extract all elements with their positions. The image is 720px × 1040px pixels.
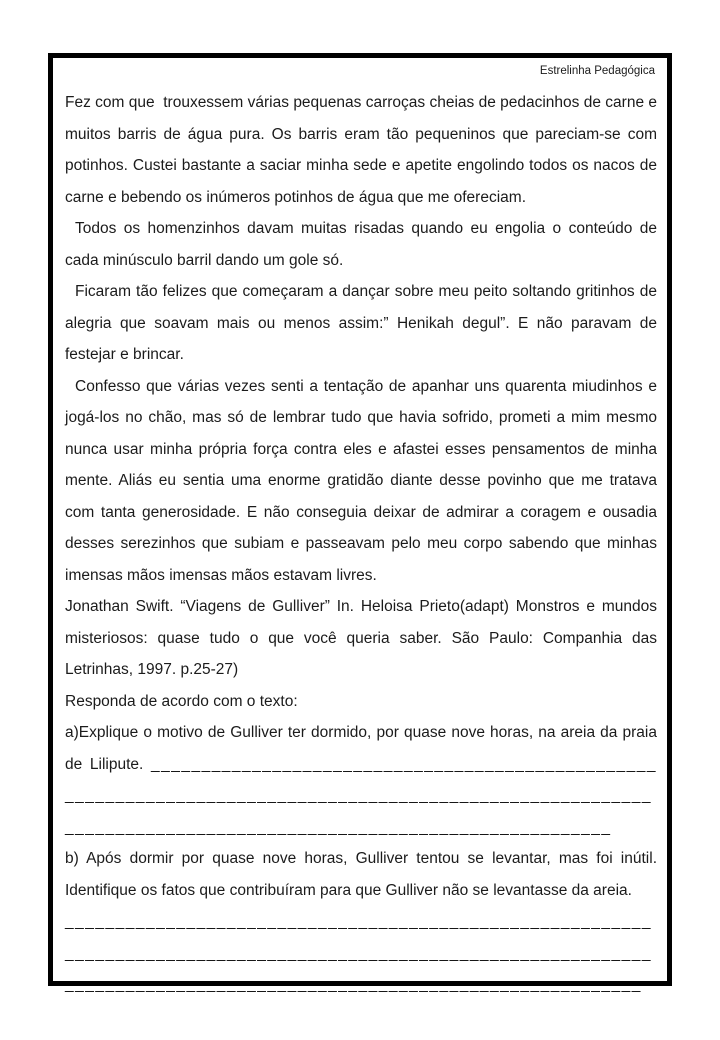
source-citation: Jonathan Swift. “Viagens de Gulliver” In. Heloisa Prieto(adapt) Monstros e mundos misteriosos: quase tudo o que você queria saber. São Paulo: Companhia das Letrinhas, 1997. p.25-27)	[65, 598, 662, 678]
questions-instruction: Responda de acordo com o texto:	[65, 692, 298, 710]
passage-paragraph-3: Ficaram tão felizes que começaram a dançar sobre meu peito soltando gritinhos de alegria que soavam mais ou menos assim:” Henikah degul”. E não paravam de festejar e brincar.	[65, 283, 662, 363]
question-a-prompt: a)Explique o motivo de Gulliver ter dormido, por quase nove horas, na areia da praia de Lilipute.	[65, 724, 657, 773]
question-a	[65, 717, 657, 843]
questions-section	[65, 686, 657, 1001]
question-a-answer-blank[interactable]: __________________________________________________________________________________________________________________________________________________________________	[65, 755, 657, 836]
passage-paragraph-2: Todos os homenzinhos davam muitas risadas quando eu engolia o conteúdo de cada minúsculo barril dando um gole só.	[65, 220, 662, 269]
question-b	[65, 843, 657, 906]
brand-header: Estrelinha Pedagógica	[539, 65, 655, 77]
reading-passage	[65, 87, 662, 686]
page-border-frame	[48, 53, 672, 993]
passage-paragraph-4: Confesso que várias vezes senti a tentação de apanhar uns quarenta miudinhos e jogá-los no chão, mas só de lembrar tudo que havia sofrido, prometi a mim mesmo nunca usar minha própria força contra eles e afastei esses pensamentos de minha mente. Aliás eu sentia uma enorme gratidão diante desse povinho que me tratava com tanta generosidade. E não conseguia deixar de admirar a coragem e ousadia desses serezinhos que subiam e passeavam pelo meu corpo sabendo que minhas imensas mãos imensas mãos estavam livres.	[65, 377, 662, 584]
question-b-prompt: b) Após dormir por quase nove horas, Gulliver tentou se levantar, mas foi inútil. Identifique os fatos que contribuíram para que Gulliver não se levantasse da areia.	[65, 850, 657, 899]
passage-paragraph-1: Fez com que trouxessem várias pequenas carroças cheias de pedacinhos de carne e muitos barris de água pura. Os barris eram tão pequeninos que pareciam-se com potinhos. Custei bastante a saciar minha sede e apetite engolindo todos os nacos de carne e bebendo os inúmeros potinhos de água que me ofereciam.	[65, 94, 662, 206]
question-b-answer-blank[interactable]: _____________________________________________________________________________________________________________________________________________________________________________	[65, 913, 652, 993]
